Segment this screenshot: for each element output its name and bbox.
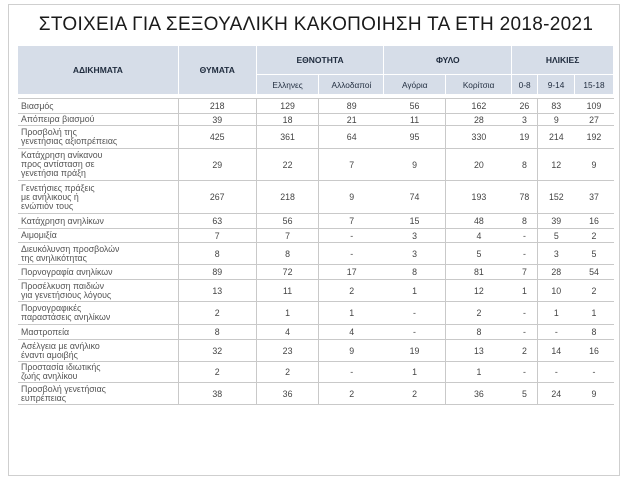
- table-row: [18, 114, 614, 126]
- offence-name-line: Προσέλκυση παιδιών: [21, 280, 105, 291]
- value-cell: 12: [446, 280, 512, 302]
- offence-name-line: Αιμομιξία: [21, 230, 57, 240]
- value-cell: 8: [384, 265, 446, 280]
- value-cell: 10: [538, 280, 575, 302]
- table-row: [18, 214, 614, 229]
- value-cell: 9: [384, 149, 446, 181]
- offence-name-line: Ασέλγεια με ανήλικο: [21, 340, 100, 351]
- value-cell: 8: [256, 243, 319, 265]
- table-row: [18, 181, 614, 214]
- value-cell: 24: [538, 383, 575, 405]
- value-cell: 1: [446, 362, 512, 383]
- value-cell: 129: [256, 99, 319, 114]
- offence-name-line: με ανήλικους ή: [21, 191, 79, 202]
- value-cell: -: [512, 243, 538, 265]
- offence-name-cell: [18, 126, 178, 149]
- value-cell: 81: [446, 265, 512, 280]
- value-cell: 3: [384, 229, 446, 243]
- value-cell: 11: [256, 280, 319, 302]
- offence-name-line: Προσβολή της: [21, 127, 77, 137]
- value-cell: 218: [178, 99, 256, 114]
- value-cell: 28: [538, 265, 575, 280]
- offence-name-line: Πορνογραφία ανηλίκων: [21, 266, 113, 277]
- value-cell: 8: [178, 243, 256, 265]
- value-cell: 16: [574, 214, 613, 229]
- value-cell: 48: [446, 214, 512, 229]
- offence-name-line: Απόπειρα βιασμού: [21, 114, 95, 124]
- value-cell: 1: [574, 302, 613, 325]
- value-cell: 3: [512, 114, 538, 126]
- value-cell: 28: [446, 114, 512, 126]
- offence-name-line: Μαστροπεία: [21, 326, 70, 337]
- offence-name-cell: [18, 383, 178, 405]
- offence-name-line: ζωής ανηλίκου: [21, 371, 78, 381]
- value-cell: 1: [538, 302, 575, 325]
- offence-name-line: Διευκόλυνση προσβολών: [21, 243, 120, 254]
- offence-name-cell: [18, 265, 178, 280]
- value-cell: 63: [178, 214, 256, 229]
- value-cell: 89: [178, 265, 256, 280]
- offence-name-line: έναντι αμοιβής: [21, 349, 78, 360]
- value-cell: 8: [512, 149, 538, 181]
- value-cell: 2: [178, 362, 256, 383]
- value-cell: 192: [574, 126, 613, 149]
- subheader-foreigners: Αλλοδαποί: [319, 75, 384, 95]
- offence-name-line: Κατάχρηση ανίκανου: [21, 150, 103, 160]
- table-row: [18, 126, 614, 149]
- value-cell: 2: [319, 280, 384, 302]
- value-cell: 7: [256, 229, 319, 243]
- value-cell: 5: [574, 243, 613, 265]
- value-cell: 26: [512, 99, 538, 114]
- value-cell: 7: [178, 229, 256, 243]
- value-cell: 8: [512, 214, 538, 229]
- value-cell: -: [512, 325, 538, 340]
- value-cell: 3: [538, 243, 575, 265]
- value-cell: -: [384, 302, 446, 325]
- value-cell: 32: [178, 340, 256, 362]
- value-cell: 1: [384, 280, 446, 302]
- value-cell: 18: [256, 114, 319, 126]
- value-cell: 9: [319, 181, 384, 214]
- table-row: [18, 383, 614, 405]
- value-cell: 4: [319, 325, 384, 340]
- value-cell: 4: [446, 229, 512, 243]
- value-cell: 109: [574, 99, 613, 114]
- value-cell: 214: [538, 126, 575, 149]
- value-cell: 4: [256, 325, 319, 340]
- value-cell: 2: [574, 280, 613, 302]
- value-cell: 11: [384, 114, 446, 126]
- value-cell: 162: [446, 99, 512, 114]
- subheader-greeks: Ελληνες: [256, 75, 319, 95]
- value-cell: 2: [319, 383, 384, 405]
- offence-name-line: ευπρέπειας: [21, 392, 66, 403]
- offence-name-line: γενετήσιας αξιοπρέπειας: [21, 136, 118, 146]
- offence-name-line: της ανηλικότητας: [21, 252, 87, 263]
- offence-name-cell: [18, 325, 178, 340]
- offence-name-line: ενώπιόν τους: [21, 200, 74, 211]
- value-cell: 5: [512, 383, 538, 405]
- value-cell: 2: [446, 302, 512, 325]
- value-cell: 64: [319, 126, 384, 149]
- table-body: [18, 94, 614, 405]
- value-cell: 1: [319, 302, 384, 325]
- value-cell: 54: [574, 265, 613, 280]
- header-gender: ΦΥΛΟ: [384, 46, 512, 75]
- value-cell: 12: [538, 149, 575, 181]
- offence-name-cell: [18, 229, 178, 243]
- value-cell: -: [319, 243, 384, 265]
- table-row: [18, 325, 614, 340]
- value-cell: 9: [319, 340, 384, 362]
- header-ages: ΗΛΙΚΙΕΣ: [512, 46, 614, 75]
- table-row: [18, 265, 614, 280]
- offence-name-line: Προστασία ιδιωτικής: [21, 362, 101, 372]
- value-cell: 83: [538, 99, 575, 114]
- table-row: [18, 362, 614, 383]
- table-row: [18, 340, 614, 362]
- value-cell: 2: [574, 229, 613, 243]
- value-cell: 74: [384, 181, 446, 214]
- table-row: [18, 229, 614, 243]
- value-cell: 2: [256, 362, 319, 383]
- offence-name-line: παραστάσεις ανηλίκων: [21, 312, 111, 322]
- statistics-table: [18, 46, 614, 405]
- subheader-age-9-14: 9-14: [538, 75, 575, 95]
- offence-name-line: Γενετήσιες πράξεις: [21, 182, 95, 193]
- value-cell: 5: [446, 243, 512, 265]
- page-title: ΣΤΟΙΧΕΙΑ ΓΙΑ ΣΕΞΟΥΑΛΙΚΗ ΚΑΚΟΠΟΙΗΣΗ ΤΑ ΕΤΗ 2018-2021: [38, 14, 594, 35]
- value-cell: 2: [512, 340, 538, 362]
- value-cell: 1: [256, 302, 319, 325]
- value-cell: 56: [384, 99, 446, 114]
- value-cell: -: [512, 229, 538, 243]
- value-cell: 29: [178, 149, 256, 181]
- subheader-boys: Αγόρια: [384, 75, 446, 95]
- value-cell: 218: [256, 181, 319, 214]
- value-cell: 39: [538, 214, 575, 229]
- value-cell: 7: [512, 265, 538, 280]
- value-cell: 27: [574, 114, 613, 126]
- table-row: [18, 149, 614, 181]
- header-offences: ΑΔΙΚΗΜΑΤΑ: [18, 46, 178, 94]
- table-row: [18, 280, 614, 302]
- value-cell: 8: [574, 325, 613, 340]
- value-cell: 8: [446, 325, 512, 340]
- value-cell: -: [538, 362, 575, 383]
- offence-name-line: Κατάχρηση ανηλίκων: [21, 215, 104, 226]
- value-cell: 36: [256, 383, 319, 405]
- offence-name-cell: [18, 280, 178, 302]
- value-cell: 95: [384, 126, 446, 149]
- value-cell: 7: [319, 149, 384, 181]
- table-row: [18, 99, 614, 114]
- offence-name-cell: [18, 114, 178, 126]
- header-nationality: ΕΘΝΟΤΗΤΑ: [256, 46, 384, 75]
- value-cell: 5: [538, 229, 575, 243]
- value-cell: 17: [319, 265, 384, 280]
- value-cell: 425: [178, 126, 256, 149]
- value-cell: 37: [574, 181, 613, 214]
- value-cell: 9: [574, 383, 613, 405]
- value-cell: 89: [319, 99, 384, 114]
- offence-name-line: Πορνογραφικές: [21, 303, 82, 313]
- value-cell: 8: [178, 325, 256, 340]
- value-cell: 22: [256, 149, 319, 181]
- offence-name-line: γενετήσια πράξη: [21, 168, 86, 178]
- value-cell: -: [319, 229, 384, 243]
- value-cell: 1: [384, 362, 446, 383]
- value-cell: 9: [574, 149, 613, 181]
- offence-name-line: Βιασμός: [21, 100, 54, 111]
- value-cell: 13: [178, 280, 256, 302]
- header-victims: ΘΥΜΑΤΑ: [178, 46, 256, 94]
- offence-name-cell: [18, 243, 178, 265]
- offence-name-line: προς αντίσταση σε: [21, 159, 95, 169]
- value-cell: 2: [178, 302, 256, 325]
- offence-name-cell: [18, 214, 178, 229]
- value-cell: 267: [178, 181, 256, 214]
- value-cell: -: [512, 302, 538, 325]
- subheader-girls: Κορίτσια: [446, 75, 512, 95]
- offence-name-cell: [18, 181, 178, 214]
- value-cell: 19: [384, 340, 446, 362]
- value-cell: 3: [384, 243, 446, 265]
- value-cell: 9: [538, 114, 575, 126]
- offence-name-cell: [18, 362, 178, 383]
- value-cell: 361: [256, 126, 319, 149]
- value-cell: 39: [178, 114, 256, 126]
- value-cell: 56: [256, 214, 319, 229]
- value-cell: 72: [256, 265, 319, 280]
- value-cell: 36: [446, 383, 512, 405]
- value-cell: 7: [319, 214, 384, 229]
- value-cell: 2: [384, 383, 446, 405]
- value-cell: 20: [446, 149, 512, 181]
- table-row: [18, 302, 614, 325]
- value-cell: 1: [512, 280, 538, 302]
- offence-name-cell: [18, 149, 178, 181]
- offence-name-line: Προσβολή γενετήσιας: [21, 383, 106, 394]
- value-cell: 19: [512, 126, 538, 149]
- value-cell: 193: [446, 181, 512, 214]
- value-cell: 23: [256, 340, 319, 362]
- subheader-age-15-18: 15-18: [574, 75, 613, 95]
- value-cell: 14: [538, 340, 575, 362]
- table-row: [18, 243, 614, 265]
- offence-name-cell: [18, 99, 178, 114]
- value-cell: -: [574, 362, 613, 383]
- value-cell: 13: [446, 340, 512, 362]
- offence-name-cell: [18, 302, 178, 325]
- value-cell: 78: [512, 181, 538, 214]
- value-cell: -: [512, 362, 538, 383]
- value-cell: 330: [446, 126, 512, 149]
- value-cell: 38: [178, 383, 256, 405]
- subheader-age-0-8: 0-8: [512, 75, 538, 95]
- offence-name-cell: [18, 340, 178, 362]
- value-cell: -: [538, 325, 575, 340]
- value-cell: -: [384, 325, 446, 340]
- value-cell: 15: [384, 214, 446, 229]
- value-cell: 21: [319, 114, 384, 126]
- value-cell: -: [319, 362, 384, 383]
- offence-name-line: για γενετήσιους λόγους: [21, 289, 112, 300]
- value-cell: 16: [574, 340, 613, 362]
- value-cell: 152: [538, 181, 575, 214]
